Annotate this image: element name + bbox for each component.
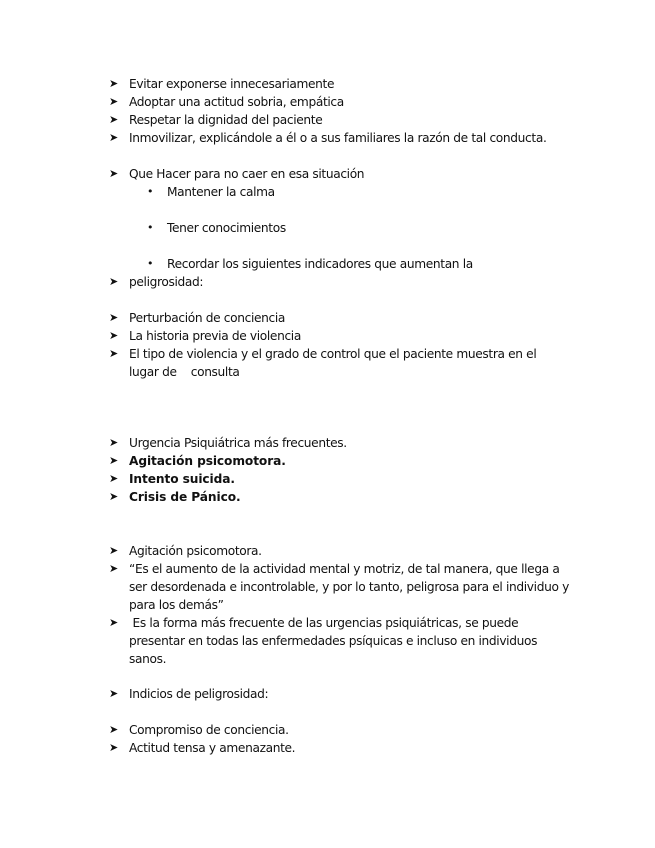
arrowhead-bullet-icon: ➤ xyxy=(109,275,118,288)
arrowhead-bullet-icon: ➤ xyxy=(109,347,118,360)
arrowhead-bullet-icon: ➤ xyxy=(109,77,118,90)
dot-bullet-icon: • xyxy=(147,257,154,270)
arrowhead-bullet-icon: ➤ xyxy=(109,167,118,180)
arrowhead-bullet-icon: ➤ xyxy=(109,544,118,557)
arrowhead-bullet-icon: ➤ xyxy=(109,472,119,485)
paragraph-item: ➤ Es la forma más frecuente de las urgencias psiquiátricas, se puede presentar en todas las enfermedades psíquicas e incluso en individuos sanos. xyxy=(109,616,541,666)
arrowhead-bullet-icon: ➤ xyxy=(109,562,118,575)
arrowhead-bullet-icon: ➤ xyxy=(109,723,118,736)
arrowhead-bullet-icon: ➤ xyxy=(109,113,118,126)
arrowhead-bullet-icon: ➤ xyxy=(109,454,119,467)
arrowhead-bullet-icon: ➤ xyxy=(109,329,118,342)
arrowhead-bullet-icon: ➤ xyxy=(109,311,118,324)
arrowhead-bullet-icon: ➤ xyxy=(109,131,118,144)
list-item: ➤ El tipo de violencia y el grado de control que el paciente muestra en el lugar de consulta xyxy=(109,347,540,379)
arrowhead-bullet-icon: ➤ xyxy=(109,687,118,700)
arrowhead-bullet-icon: ➤ xyxy=(109,741,118,754)
dot-bullet-icon: • xyxy=(147,221,154,234)
arrowhead-bullet-icon: ➤ xyxy=(109,436,118,449)
paragraph-item: ➤ “Es el aumento de la actividad mental y motriz, de tal manera, que llega a ser desordenada e incontrolable, y por lo tanto, peligrosa para el individuo y para los demás” xyxy=(109,562,569,612)
arrowhead-bullet-icon: ➤ xyxy=(109,95,118,108)
dot-bullet-icon: • xyxy=(147,185,154,198)
arrowhead-bullet-icon: ➤ xyxy=(109,616,118,629)
arrowhead-bullet-icon: ➤ xyxy=(109,490,119,503)
